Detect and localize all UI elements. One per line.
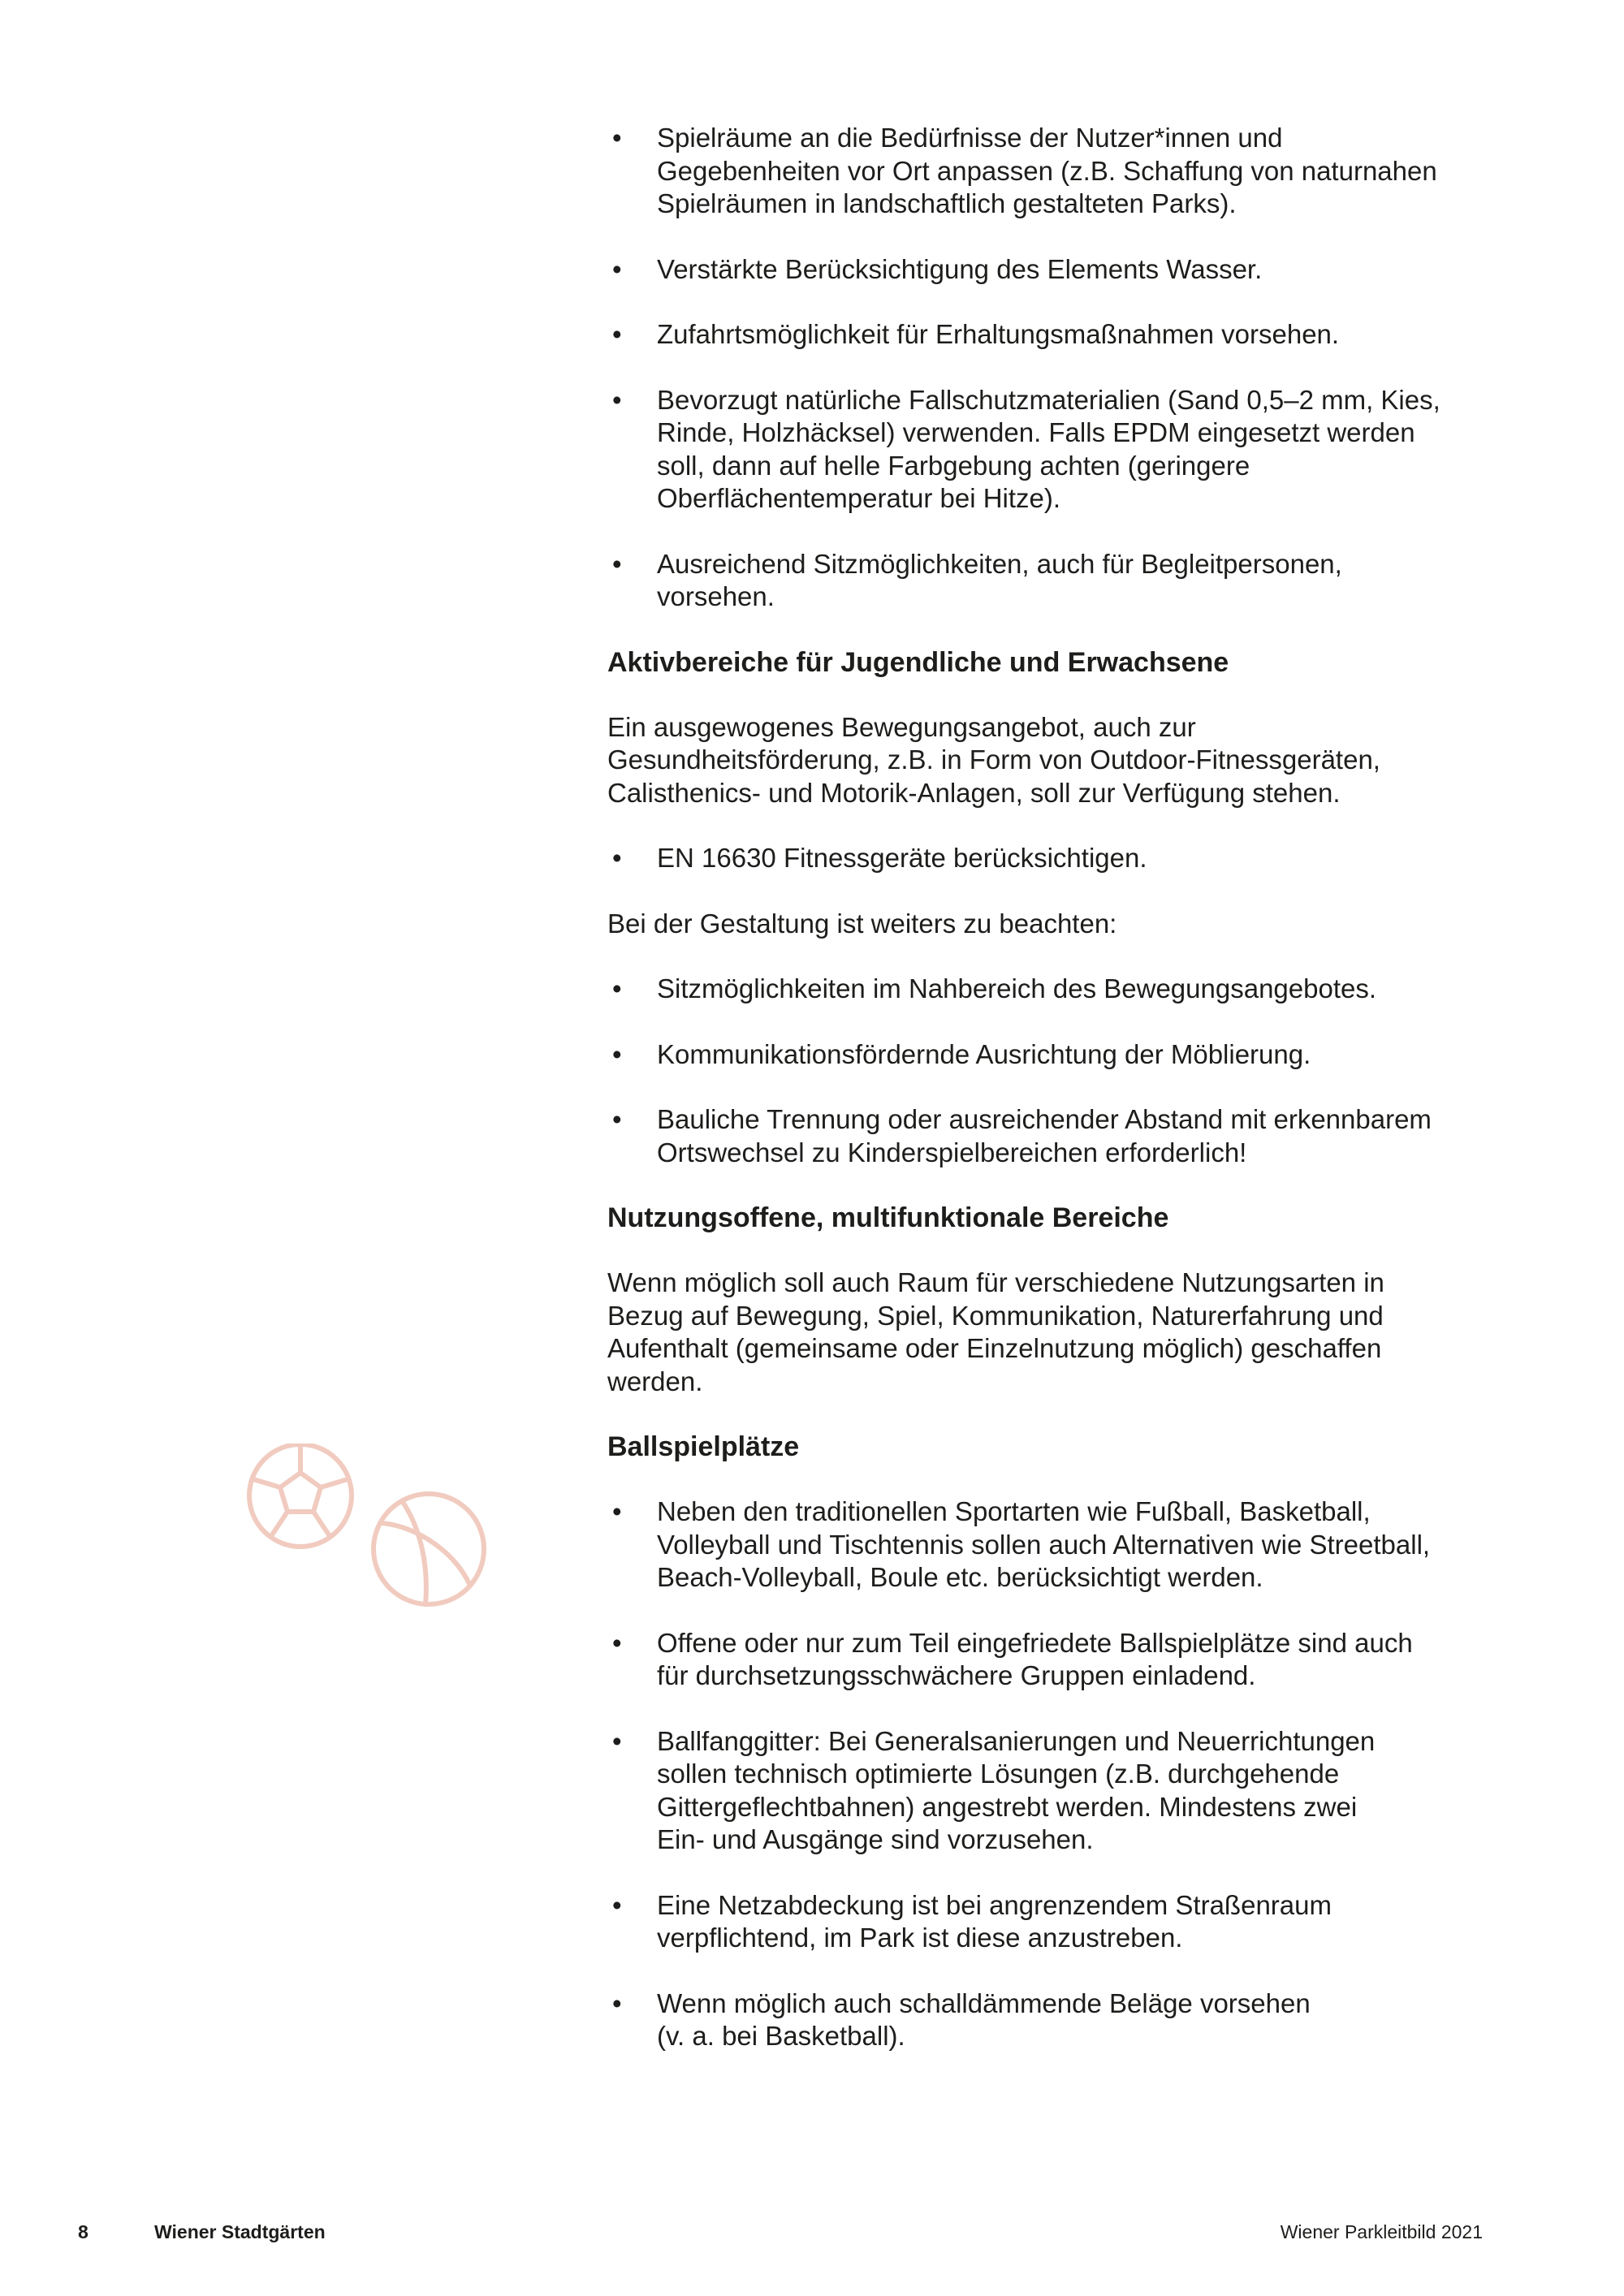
page-number: 8 <box>78 2221 89 2242</box>
section-paragraph: Wenn möglich soll auch Raum für verschiedene Nutzungsarten in Bezug auf Bewegung, Spiel, Kommunikation, Naturerfahrung und Aufenthalt (gemeinsame oder Einzelnutzung möglich) geschaffen werden. <box>607 1267 1384 1396</box>
list-item-text: Wenn möglich auch schalldämmende Beläge vorsehen (v. a. bei Basketball). <box>657 1987 1311 2051</box>
ball-illustration <box>244 1444 495 1614</box>
page-footer <box>0 2221 1624 2254</box>
list-item-text: Ballfanggitter: Bei Generalsanierungen und Neuerrichtungen sollen technisch optimierte Lösungen (z.B. durchgehende Gittergeflechtbahnen) angestrebt werden. Mindestens zwei Ein- und Ausgänge sind vorzusehen. <box>657 1725 1376 1854</box>
list-item-text: Verstärkte Berücksichtigung des Elements Wasser. <box>657 253 1263 284</box>
list-item-text: Sitzmöglichkeiten im Nahbereich des Bewegungsangebotes. <box>657 973 1377 1003</box>
bullet-dot: • <box>612 843 622 873</box>
bullet-dot: • <box>612 1987 622 2018</box>
bullet-dot: • <box>612 1038 622 1069</box>
list-item <box>607 842 1492 875</box>
footer-doc-title: Wiener Stadtgärten <box>154 2221 326 2242</box>
list-item <box>607 122 1492 221</box>
section-heading-nutzungsoffen: Nutzungsoffene, multifunktionale Bereiche <box>607 1202 1169 1233</box>
list-item <box>607 1627 1492 1693</box>
bullet-dot: • <box>612 1104 622 1134</box>
main-content <box>607 122 1492 2086</box>
bullet-dot: • <box>612 123 622 153</box>
list-item <box>607 1495 1492 1595</box>
section-heading-ballspielplaetze: Ballspielplätze <box>607 1431 800 1462</box>
section-heading-aktivbereiche: Aktivbereiche für Jugendliche und Erwachsene <box>607 646 1229 678</box>
list-item <box>607 253 1492 287</box>
list-item-text: Bevorzugt natürliche Fallschutzmaterialien (Sand 0,5–2 mm, Kies, Rinde, Holzhäcksel) verwenden. Falls EPDM eingesetzt werden soll, dann auf helle Farbgebung achten (geringere Oberflächentemperatur bei Hitze). <box>657 384 1440 513</box>
list-item <box>607 318 1492 352</box>
list-item <box>607 1987 1492 2053</box>
bullet-dot: • <box>612 1725 622 1756</box>
list-item-text: EN 16630 Fitnessgeräte berücksichtigen. <box>657 843 1147 873</box>
list-item-text: Offene oder nur zum Teil eingefriedete Ballspielplätze sind auch für durchsetzungsschwächere Gruppen einladend. <box>657 1627 1413 1690</box>
list-item-text: Bauliche Trennung oder ausreichender Abstand mit erkennbarem Ortswechsel zu Kinderspielbereichen erforderlich! <box>657 1104 1432 1167</box>
list-item-text: Neben den traditionellen Sportarten wie Fußball, Basketball, Volleyball und Tischtennis sollen auch Alternativen wie Streetball, Beach-Volleyball, Boule etc. berücksichtigt werden. <box>657 1496 1431 1592</box>
list-item <box>607 973 1492 1006</box>
list-item-text: Ausreichend Sitzmöglichkeiten, auch für Begleitpersonen, vorsehen. <box>657 548 1342 611</box>
section-paragraph: Ein ausgewogenes Bewegungsangebot, auch zur Gesundheitsförderung, z.B. in Form von Outdoor-Fitnessgeräten, Calisthenics- und Motorik-Anlagen, soll zur Verfügung stehen. <box>607 711 1380 808</box>
soccer-ball-icon <box>249 1444 352 1547</box>
section-paragraph: Bei der Gestaltung ist weiters zu beachten: <box>607 908 1117 939</box>
list-item <box>607 548 1492 614</box>
bullet-dot: • <box>612 1496 622 1526</box>
list-item-text: Spielräume an die Bedürfnisse der Nutzer*innen und Gegebenheiten vor Ort anpassen (z.B. Schaffung von naturnahen Spielräumen in landschaftlich gestalteten Parks). <box>657 123 1437 218</box>
bullet-dot: • <box>612 973 622 1003</box>
list-item-text: Kommunikationsfördernde Ausrichtung der Möblierung. <box>657 1038 1311 1069</box>
list-item <box>607 384 1492 516</box>
list-item <box>607 1725 1492 1857</box>
bullet-dot: • <box>612 1627 622 1658</box>
list-item-text: Eine Netzabdeckung ist bei angrenzendem Straßenraum verpflichtend, im Park ist diese anzustreben. <box>657 1889 1332 1953</box>
list-item-text: Zufahrtsmöglichkeit für Erhaltungsmaßnahmen vorsehen. <box>657 319 1340 349</box>
ball-illustration-svg <box>244 1444 495 1614</box>
bullet-dot: • <box>612 384 622 415</box>
bullet-dot: • <box>612 1889 622 1920</box>
bullet-dot: • <box>612 548 622 579</box>
list-item <box>607 1889 1492 1955</box>
bullet-dot: • <box>612 253 622 284</box>
list-item <box>607 1038 1492 1072</box>
list-item <box>607 1103 1492 1169</box>
bullet-dot: • <box>612 319 622 349</box>
beach-ball-icon <box>374 1494 484 1604</box>
footer-publication: Wiener Parkleitbild 2021 <box>1280 2221 1483 2242</box>
